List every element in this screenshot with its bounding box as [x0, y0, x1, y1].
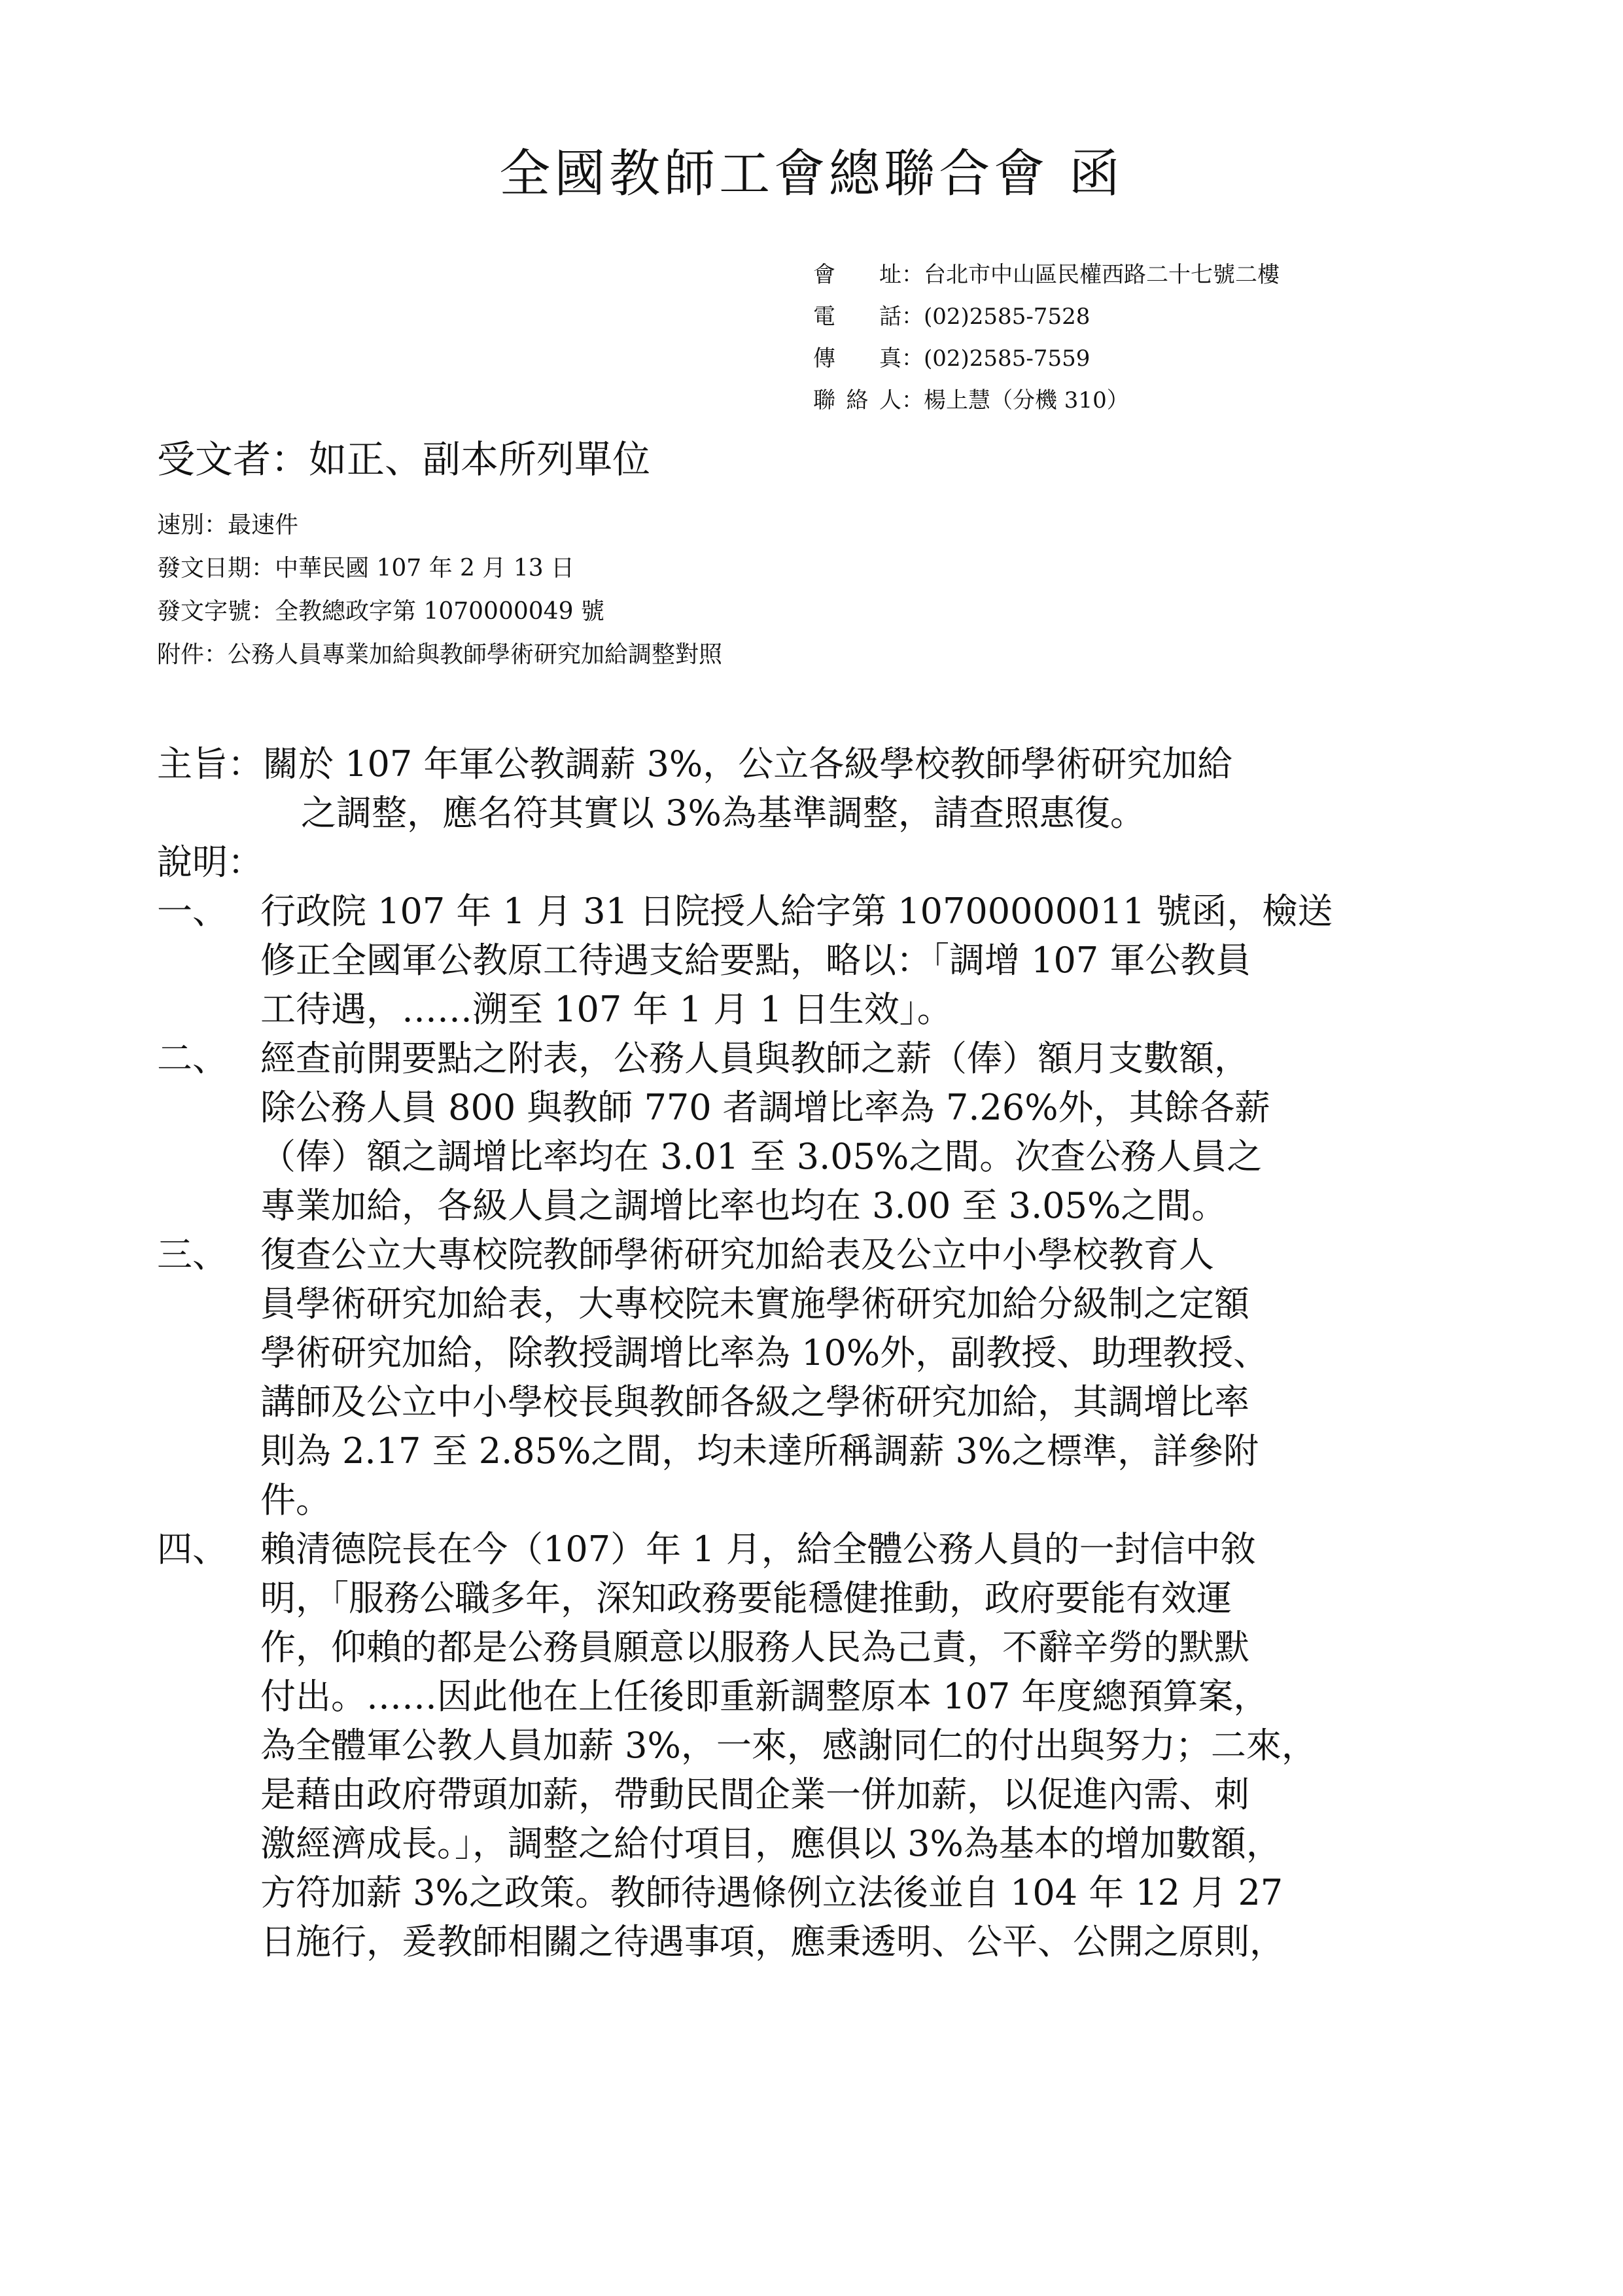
contact-address-label: 會 址 — [813, 262, 901, 288]
contact-fax-label: 傳 真 — [813, 345, 901, 372]
contact-person-value: 楊上慧（分機 310） — [924, 387, 1129, 414]
item-line: 是藉由政府帶頭加薪，帶動民間企業一併加薪，以促進內需、刺 — [260, 1774, 1249, 1815]
document-title: 全國教師工會總聯合會 函 — [499, 145, 1124, 203]
explanation-item-2 — [157, 1034, 1333, 1230]
item-line: 講師及公立中小學校長與教師各級之學術研究加給，其調增比率 — [260, 1381, 1249, 1422]
explanation-item-4 — [157, 1525, 1333, 1966]
item-line: 付出。……因此他在上任後即重新調整原本 107 年度總預算案， — [260, 1676, 1269, 1717]
meta-block — [157, 504, 722, 677]
recipient: 受文者：如正、副本所列單位 — [157, 437, 651, 482]
subject-line-2: 之調整，應名符其實以 3%為基準調整，請查照惠復。 — [301, 792, 1145, 834]
item-line: 經查前開要點之附表，公務人員與教師之薪（俸）額月支數額， — [260, 1038, 1249, 1079]
item-line: 除公務人員 800 與教師 770 者調增比率為 7.26%外，其餘各薪 — [260, 1087, 1270, 1128]
item-line: 員學術研究加給表，大專校院未實施學術研究加給分級制之定額 — [260, 1283, 1249, 1324]
item-line: 行政院 107 年 1 月 31 日院授人給字第 10700000011 號函，檢送 — [260, 891, 1333, 932]
item-line: 專業加給，各級人員之調增比率也均在 3.00 至 3.05%之間。 — [260, 1185, 1227, 1226]
item-line: 則為 2.17 至 2.85%之間，均未達所稱調薪 3%之標準，詳參附 — [260, 1430, 1259, 1472]
item-line: 激經濟成長。」，調整之給付項目，應俱以 3%為基本的增加數額， — [260, 1823, 1282, 1864]
item-line: 賴清德院長在今（107）年 1 月，給全體公務人員的一封信中敘 — [260, 1528, 1256, 1570]
item-marker: 三、 — [157, 1234, 228, 1275]
meta-attachment: 附件：公務人員專業加給與教師學術研究加給調整對照 — [157, 641, 723, 668]
item-marker: 一、 — [157, 891, 228, 932]
item-marker: 四、 — [157, 1528, 228, 1570]
meta-speed: 速別：最速件 — [157, 512, 299, 539]
item-line: 日施行，爰教師相關之待遇事項，應秉透明、公平、公開之原則， — [260, 1921, 1285, 1962]
document-body — [157, 739, 1333, 1966]
item-marker: 二、 — [157, 1038, 228, 1079]
explanation-item-1 — [157, 887, 1333, 1034]
contact-address: 會 址：台北市中山區民權西路二十七號二樓 — [813, 254, 1280, 296]
item-line: 復查公立大專校院教師學術研究加給表及公立中小學校教育人 — [260, 1234, 1214, 1275]
item-line: 工待遇，……溯至 107 年 1 月 1 日生效」。 — [260, 989, 952, 1030]
explanation-item-3 — [157, 1230, 1333, 1525]
item-line: 學術研究加給，除教授調增比率為 10%外，副教授、助理教授、 — [260, 1332, 1269, 1373]
item-line: 作，仰賴的都是公務員願意以服務人民為己責，不辭辛勞的默默 — [260, 1627, 1249, 1668]
contact-phone-value: (02)2585-7528 — [924, 304, 1091, 330]
contact-fax: 傳 真：(02)2585-7559 — [813, 338, 1280, 380]
item-line: 方符加薪 3%之政策。教師待遇條例立法後並自 104 年 12 月 27 — [260, 1872, 1283, 1913]
contact-fax-value: (02)2585-7559 — [924, 345, 1091, 372]
explanation-label: 說明： — [157, 841, 263, 883]
contact-phone: 電 話：(02)2585-7528 — [813, 296, 1280, 338]
meta-reference-number: 發文字號：全教總政字第 1070000049 號 — [157, 598, 604, 625]
item-line: 為全體軍公教人員加薪 3%，一來，感謝同仁的付出與努力；二來， — [260, 1725, 1317, 1766]
subject-line-1: 主旨：關於 107 年軍公教調薪 3%，公立各級學校教師學術研究加給 — [157, 743, 1233, 785]
item-line: 修正全國軍公教原工待遇支給要點，略以：「調增 107 軍公教員 — [260, 940, 1251, 981]
contact-phone-label: 電 話 — [813, 304, 901, 330]
meta-date: 發文日期：中華民國 107 年 2 月 13 日 — [157, 555, 575, 582]
contact-person: 聯絡人：楊上慧（分機 310） — [813, 380, 1280, 421]
item-line: 明，「服務公職多年，深知政務要能穩健推動，政府要能有效運 — [260, 1578, 1232, 1619]
item-line: （俸）額之調增比率均在 3.01 至 3.05%之間。次查公務人員之 — [260, 1136, 1263, 1177]
item-line: 件。 — [260, 1479, 331, 1521]
contact-block — [813, 254, 1280, 421]
contact-person-label: 聯絡人 — [813, 387, 901, 414]
contact-address-value: 台北市中山區民權西路二十七號二樓 — [924, 262, 1280, 288]
